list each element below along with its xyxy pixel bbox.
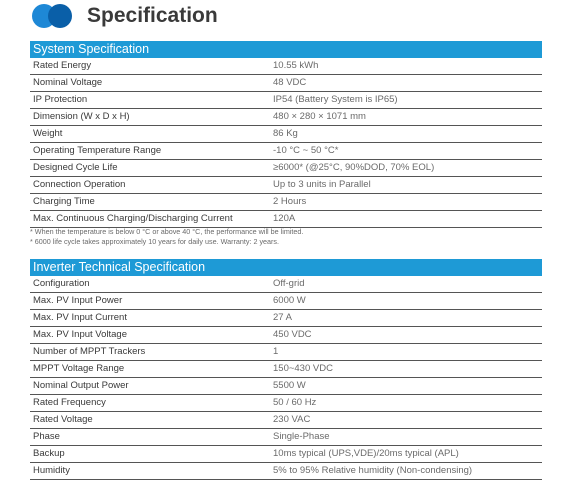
row-value: IP54 (Battery System is IP65) bbox=[273, 94, 398, 105]
page-title: Specification bbox=[87, 4, 218, 27]
row-label: Max. PV Input Voltage bbox=[33, 329, 128, 340]
row-label: Operating Temperature Range bbox=[33, 145, 162, 156]
table-row bbox=[30, 361, 542, 378]
table-row bbox=[30, 412, 542, 429]
table-row bbox=[30, 378, 542, 395]
table-row bbox=[30, 344, 542, 361]
row-value: 50 / 60 Hz bbox=[273, 397, 317, 408]
row-label: Designed Cycle Life bbox=[33, 162, 118, 173]
table-row bbox=[30, 143, 542, 160]
row-label: Backup bbox=[33, 448, 65, 459]
row-label: Max. PV Input Power bbox=[33, 295, 123, 306]
table-row bbox=[30, 327, 542, 344]
table-row bbox=[30, 75, 542, 92]
inverter-spec-heading: Inverter Technical Specification bbox=[30, 259, 542, 276]
row-label: Charging Time bbox=[33, 196, 95, 207]
row-label: Number of MPPT Trackers bbox=[33, 346, 146, 357]
table-row bbox=[30, 92, 542, 109]
row-value: Up to 3 units in Parallel bbox=[273, 179, 371, 190]
row-value: 480 × 280 × 1071 mm bbox=[273, 111, 366, 122]
row-label: Max. Continuous Charging/Discharging Current bbox=[33, 213, 233, 224]
row-value: 150~430 VDC bbox=[273, 363, 333, 374]
row-value: 48 VDC bbox=[273, 77, 307, 88]
table-row bbox=[30, 276, 542, 293]
row-label: Nominal Output Power bbox=[33, 380, 129, 391]
table-row bbox=[30, 109, 542, 126]
table-row bbox=[30, 446, 542, 463]
row-label: Nominal Voltage bbox=[33, 77, 103, 88]
row-value: 10.55 kWh bbox=[273, 60, 319, 71]
table-row bbox=[30, 463, 542, 480]
row-value: 2 Hours bbox=[273, 196, 307, 207]
table-row bbox=[30, 177, 542, 194]
row-value: 230 VAC bbox=[273, 414, 311, 425]
row-label: Rated Frequency bbox=[33, 397, 106, 408]
row-value: Off-grid bbox=[273, 278, 305, 289]
spec-header bbox=[30, 2, 550, 32]
row-label: Humidity bbox=[33, 465, 70, 476]
row-label: IP Protection bbox=[33, 94, 88, 105]
row-value: 27 A bbox=[273, 312, 293, 323]
row-label: Connection Operation bbox=[33, 179, 126, 190]
table-row bbox=[30, 211, 542, 228]
table-row bbox=[30, 126, 542, 143]
row-value: 5% to 95% Relative humidity (Non-condensing) bbox=[273, 465, 473, 476]
row-label: Rated Voltage bbox=[33, 414, 93, 425]
row-label: Phase bbox=[33, 431, 60, 442]
footnote: * 6000 life cycle takes approximately 10 years for daily use. Warranty: 2 years. bbox=[30, 237, 280, 246]
row-value: 120A bbox=[273, 213, 296, 224]
system-notes bbox=[30, 227, 303, 247]
row-value: 450 VDC bbox=[273, 329, 312, 340]
table-row bbox=[30, 429, 542, 446]
row-value: Single-Phase bbox=[273, 431, 330, 442]
footnote: * When the temperature is below 0 °C or above 40 °C, the performance will be limited. bbox=[30, 227, 304, 236]
row-label: MPPT Voltage Range bbox=[33, 363, 125, 374]
row-value: -10 °C ~ 50 °C* bbox=[273, 145, 339, 156]
row-value: 1 bbox=[273, 346, 279, 357]
row-value: ≥6000* (@25°C, 90%DOD, 70% EOL) bbox=[273, 162, 435, 173]
row-value: 6000 W bbox=[273, 295, 306, 306]
system-spec-heading: System Specification bbox=[30, 41, 542, 58]
row-label: Rated Energy bbox=[33, 60, 92, 71]
table-row bbox=[30, 395, 542, 412]
table-row bbox=[30, 58, 542, 75]
brand-logo-icon bbox=[30, 2, 78, 30]
table-row bbox=[30, 310, 542, 327]
table-row bbox=[30, 293, 542, 310]
table-row bbox=[30, 194, 542, 211]
table-row bbox=[30, 160, 542, 177]
row-label: Weight bbox=[33, 128, 63, 139]
row-value: 10ms typical (UPS,VDE)/20ms typical (APL) bbox=[273, 448, 459, 459]
row-label: Configuration bbox=[33, 278, 90, 289]
system-spec-table bbox=[30, 58, 542, 228]
inverter-spec-table bbox=[30, 276, 542, 480]
row-label: Dimension (W x D x H) bbox=[33, 111, 130, 122]
row-value: 86 Kg bbox=[273, 128, 298, 139]
row-label: Max. PV Input Current bbox=[33, 312, 127, 323]
row-value: 5500 W bbox=[273, 380, 306, 391]
